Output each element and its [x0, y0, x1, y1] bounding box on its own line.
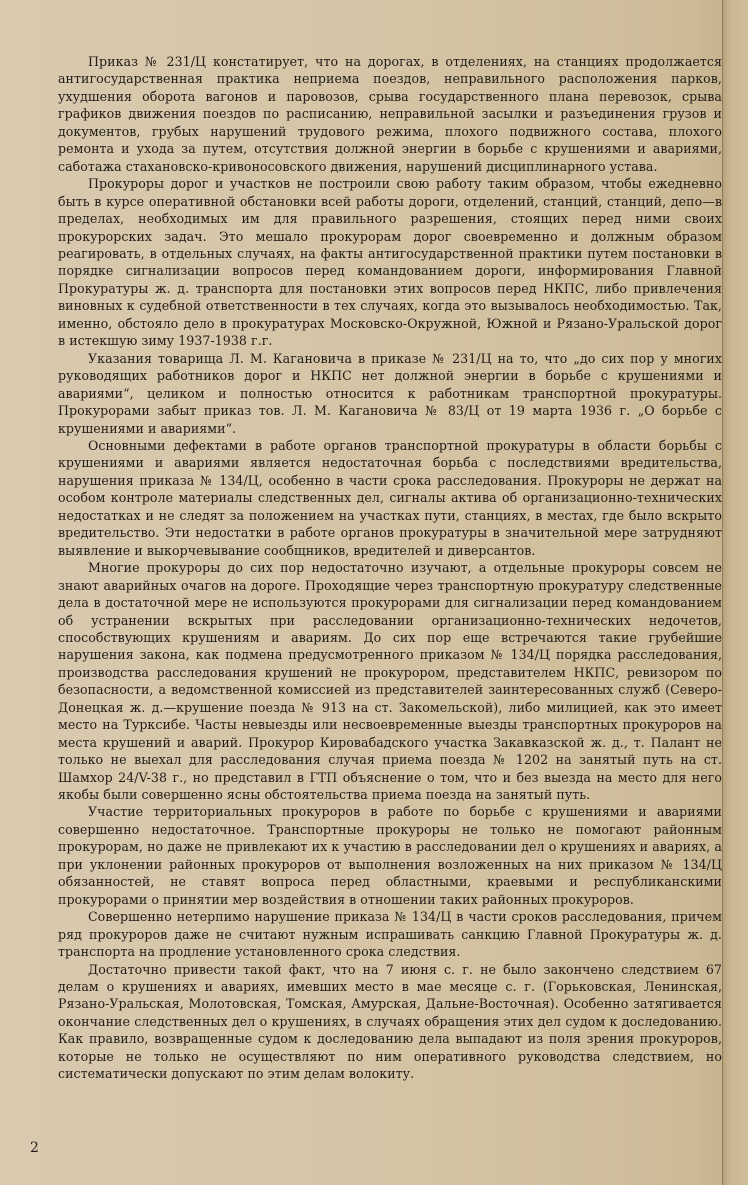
paragraph-main-defects: Основными дефектами в работе органов транспортной прокуратуры в области борьбы с крушениями и авариями является недостаточная борьба с последствиями вредительства, нарушения приказа № 134/Ц, особенно в части срока расследования. Прокуроры не держат на особом контроле материалы следственных дел, сигналы актива об организационно-технических недостатках и не следят за положением на участках пути, станциях, в местах, где было вскрыто вредительство. Эти недостатки в работе органов прокуратуры в значительной мере затрудняют выявление и выкорчевывание сообщников, вредителей и диверсантов.: [58, 437, 722, 558]
paragraph-kaganovich-instructions: Указания товарища Л. М. Кагановича в приказе № 231/Ц на то, что „до сих пор у многих руководящих работников дорог и НКПС нет должной энергии в борьбе с крушениями и авариями“, целиком и полностью относится к работникам транспортной прокуратуры. Прокурорами забыт приказ тов. Л. М. Кагановича № 83/Ц от 19 марта 1936 г. „О борьбе с крушениями и авариями“.: [58, 350, 722, 436]
paragraph-order-231: Приказ № 231/Ц констатирует, что на дорогах, в отделениях, на станциях продолжается антигосударственная практика неприема поездов, неправильного расположения парков, ухудшения оборота вагонов и паровозов, срыва государственного плана перевозок, срыва графиков движения поездов по расписанию, неправильной засылки и разъединения грузов и документов, грубых нарушений трудового режима, плохого подвижного состава, плохого ремонта и ухода за путем, отсутствия должной энергии в борьбе с крушениями и авариями, саботажа стахановско-кривоносовского движения, нарушений дисциплинарного устава.: [58, 54, 722, 174]
paragraph-order-134-violation: Совершенно нетерпимо нарушение приказа № 134/Ц в части сроков расследования, причем ряд прокуроров даже не считают нужным испрашивать санкцию Главной Прокуратуры ж. д. транспорта на продление установленного срока следствия.: [58, 909, 722, 960]
paragraph-prosecutors-roads: Прокуроры дорог и участков не построили свою работу таким образом, чтобы ежедневно быть в курсе оперативной обстановки всей работы дороги, отделений, станций, станций, депо—в пределах, необходимых им для правильного разрешения, стоящих перед ними своих прокурорских задач. Это мешало прокурорам дорог своевременно и должным образом реагировать, в отдельных случаях, на факты антигосударственной практики путем постановки в порядке сигнализации вопросов перед командованием дороги, информирования Главной Прокуратуры ж. д. транспорта для постановки этих вопросов перед НКПС, либо привлечения виновных к судебной ответственности в тех случаях, когда это вызывалось необходимостью. Так, именно, обстояло дело в прокуратурах Московско-Окружной, Южной и Рязано-Уральской дорог в истекшую зиму 1937-1938 г.г.: [58, 176, 722, 349]
document-body: [58, 53, 722, 1153]
paragraph-territorial-prosecutors: Участие территориальных прокуроров в работе по борьбе с крушениями и авариями совершенно недостаточное. Транспортные прокуроры не только не помогают районным прокурорам, но даже не привлекают их к участию в расследовании дел о крушениях и авариях, а при уклонении районных прокуроров от выполнения возложенных на них приказом № 134/Ц обязанностей, не ставят вопроса перед областными, краевыми и республиканскими прокурорами о принятии мер воздействия в отношении таких районных прокуроров.: [58, 804, 722, 907]
paragraph-many-prosecutors: Многие прокуроры до сих пор недостаточно изучают, а отдельные прокуроры совсем не знают аварийных очагов на дороге. Проходящие через транспортную прокуратуру следственные дела в достаточной мере не используются прокурорами для сигнализации перед командованием об устранении вскрытых при расследовании организационно-технических недочетов, способствующих крушениям и авариям. До сих пор еще встречаются такие грубейшие нарушения закона, как подмена предусмотренного приказом № 134/Ц порядка расследования, производства расследования крушений не прокурором, представителем НКПС, ревизором по безопасности, а ведомственной комиссией из представителей заинтересованных служб (Северо-Донецкая ж. д.—крушение поезда № 913 на ст. Закомельской), либо милицией, как это имеет место на Турксибе. Часты невыезды или несвоевременные выезды транспортных прокуроров на места крушений и аварий. Прокурор Кировабадского участка Закавказской ж. д., т. Палант не только не выехал для расследования случая приема поезда № 1202 на занятый путь на ст. Шамхор 24/V-38 г., но представил в ГТП объяснение о том, что и без выезда на место для него якобы были совершенно ясны обстоятельства приема поезда на занятый путь.: [58, 560, 722, 803]
page-number: 2: [30, 1140, 39, 1156]
book-spine-edge: [722, 0, 748, 1185]
paragraph-june-7-fact: Достаточно привести такой факт, что на 7 июня с. г. не было закончено следствием 67 делам о крушениях и авариях, имевших место в мае месяце с. г. (Горьковская, Ленинская, Рязано-Уральская, Молотовская, Томская, Амурская, Дальне-Восточная). Особенно затягивается окончание следственных дел о крушениях, в случаях обращения этих дел судом к доследованию. Как правило, возвращенные судом к доследованию дела выпадают из поля зрения прокуроров, которые не только не осуществляют по ним оперативного руководства следствием, но систематически допускают по этим делам волокиту.: [58, 961, 722, 1082]
